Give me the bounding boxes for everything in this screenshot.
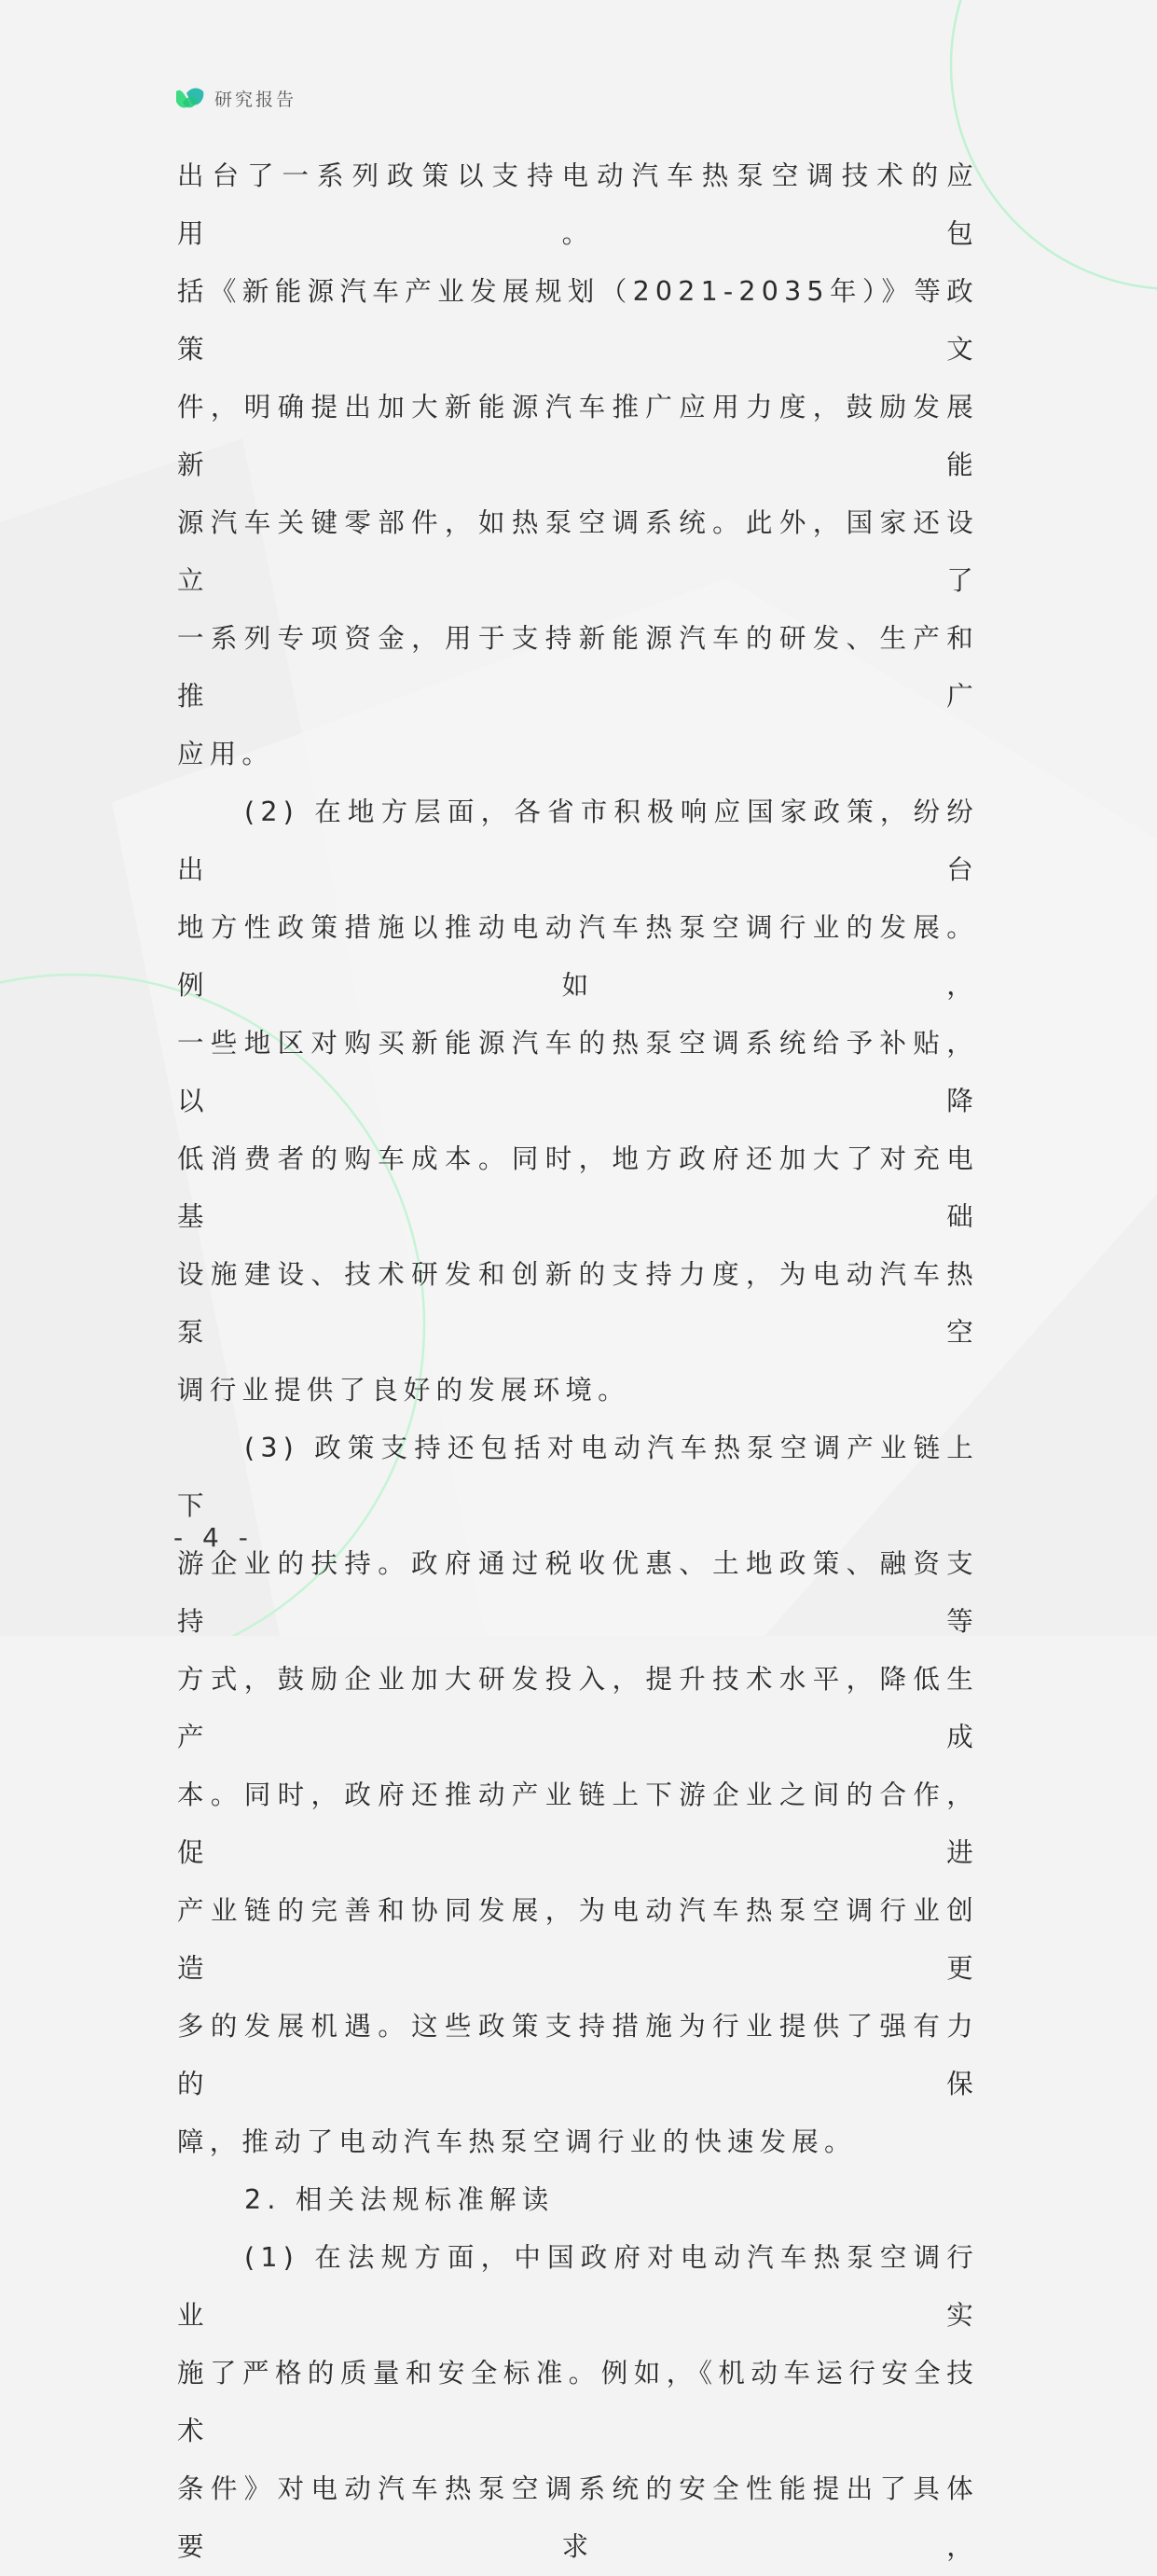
text-line: 游企业的扶持。政府通过税收优惠、土地政策、融资支持等 xyxy=(177,1548,979,1637)
text-line: 应用。 xyxy=(177,739,275,769)
text-line: 地方性政策措施以推动电动汽车热泵空调行业的发展。例如， xyxy=(177,912,979,1001)
text-line: 一些地区对购买新能源汽车的热泵空调系统给予补贴，以降 xyxy=(177,1028,979,1116)
text-line: 产业链的完善和协同发展，为电动汽车热泵空调行业创造更 xyxy=(177,1895,979,1984)
document-body xyxy=(177,147,979,2576)
text-line: 括《新能源汽车产业发展规划（2021-2035年）》等政策文 xyxy=(177,276,979,365)
brand-logo-icon xyxy=(173,84,207,112)
text-line: 调行业提供了良好的发展环境。 xyxy=(177,1375,630,1406)
text-line: 出台了一系列政策以支持电动汽车热泵空调技术的应用。包 xyxy=(177,160,979,249)
page-number: - 4 - xyxy=(173,1522,254,1553)
text-line: 条件》对电动汽车热泵空调系统的安全性能提出了具体要求， xyxy=(177,2473,979,2562)
text-line: (1) 在法规方面，中国政府对电动汽车热泵空调行业实 xyxy=(177,2242,979,2331)
text-line: 设施建设、技术研发和创新的支持力度，为电动汽车热泵空 xyxy=(177,1259,979,1348)
text-line: (2) 在地方层面，各省市积极响应国家政策，纷纷出台 xyxy=(177,796,979,885)
text-line: 障，推动了电动汽车热泵空调行业的快速发展。 xyxy=(177,2126,857,2157)
text-line: 一系列专项资金，用于支持新能源汽车的研发、生产和推广 xyxy=(177,623,979,712)
report-header xyxy=(173,82,296,114)
text-line: 方式，鼓励企业加大研发投入，提升技术水平，降低生产成 xyxy=(177,1664,979,1752)
text-line: (3) 政策支持还包括对电动汽车热泵空调产业链上下 xyxy=(177,1433,979,1521)
text-line: 多的发展机遇。这些政策支持措施为行业提供了强有力的保 xyxy=(177,2011,979,2099)
text-line: 件，明确提出加大新能源汽车推广应用力度，鼓励发展新能 xyxy=(177,392,979,480)
header-title: 研究报告 xyxy=(214,89,297,110)
text-line: 源汽车关键零部件，如热泵空调系统。此外，国家还设立了 xyxy=(177,507,979,596)
text-line: 低消费者的购车成本。同时，地方政府还加大了对充电基础 xyxy=(177,1143,979,1232)
section-heading: 2. 相关法规标准解读 xyxy=(244,2184,555,2215)
text-line: 施了严格的质量和安全标准。例如，《机动车运行安全技术 xyxy=(177,2358,979,2446)
text-line: 本。同时，政府还推动产业链上下游企业之间的合作，促进 xyxy=(177,1780,979,1868)
